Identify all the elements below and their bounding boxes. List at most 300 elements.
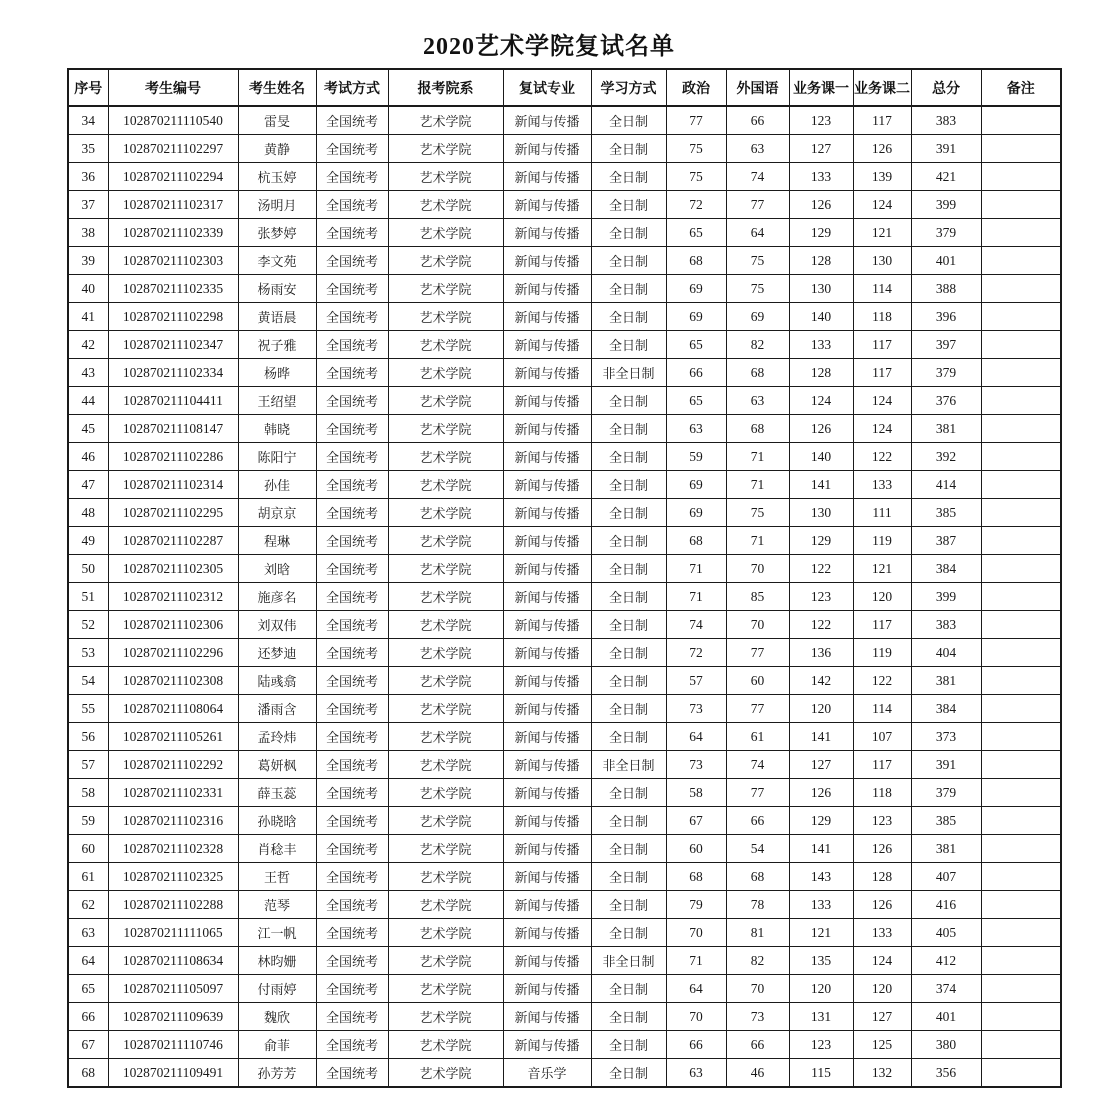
- cell-course-one: 133: [789, 891, 853, 919]
- cell-politics: 65: [666, 219, 726, 247]
- cell-index: 60: [68, 835, 108, 863]
- cell-course-one: 126: [789, 191, 853, 219]
- cell-politics: 68: [666, 863, 726, 891]
- cell-course-two: 111: [853, 499, 911, 527]
- cell-department: 艺术学院: [388, 891, 503, 919]
- table-row: [68, 751, 1061, 779]
- cell-department: 艺术学院: [388, 639, 503, 667]
- cell-exam-method: 全国统考: [316, 583, 388, 611]
- table-row: [68, 583, 1061, 611]
- cell-total-score: 381: [911, 667, 981, 695]
- cell-candidate-id: 102870211105097: [108, 975, 238, 1003]
- cell-politics: 68: [666, 247, 726, 275]
- cell-name: 孙佳: [238, 471, 316, 499]
- table-row: [68, 163, 1061, 191]
- cell-total-score: 356: [911, 1059, 981, 1088]
- cell-candidate-id: 102870211102305: [108, 555, 238, 583]
- cell-exam-method: 全国统考: [316, 639, 388, 667]
- cell-politics: 69: [666, 275, 726, 303]
- cell-department: 艺术学院: [388, 1003, 503, 1031]
- cell-exam-method: 全国统考: [316, 1031, 388, 1059]
- cell-total-score: 399: [911, 583, 981, 611]
- cell-total-score: 391: [911, 751, 981, 779]
- cell-exam-method: 全国统考: [316, 779, 388, 807]
- cell-course-two: 124: [853, 387, 911, 415]
- cell-exam-method: 全国统考: [316, 667, 388, 695]
- cell-foreign-language: 74: [726, 751, 789, 779]
- column-header-course-one: 业务课一: [789, 69, 853, 106]
- cell-politics: 65: [666, 331, 726, 359]
- column-header-remark: 备注: [981, 69, 1061, 106]
- table-row: [68, 359, 1061, 387]
- cell-remark: [981, 387, 1061, 415]
- cell-name: 胡京京: [238, 499, 316, 527]
- cell-total-score: 381: [911, 835, 981, 863]
- cell-total-score: 379: [911, 359, 981, 387]
- cell-exam-method: 全国统考: [316, 555, 388, 583]
- cell-study-mode: 全日制: [591, 247, 666, 275]
- cell-department: 艺术学院: [388, 863, 503, 891]
- cell-study-mode: 全日制: [591, 835, 666, 863]
- cell-retest-major: 音乐学: [503, 1059, 591, 1088]
- cell-politics: 75: [666, 135, 726, 163]
- cell-remark: [981, 555, 1061, 583]
- cell-candidate-id: 102870211108064: [108, 695, 238, 723]
- cell-politics: 70: [666, 919, 726, 947]
- cell-politics: 57: [666, 667, 726, 695]
- cell-remark: [981, 947, 1061, 975]
- cell-exam-method: 全国统考: [316, 499, 388, 527]
- cell-foreign-language: 82: [726, 947, 789, 975]
- cell-department: 艺术学院: [388, 219, 503, 247]
- cell-total-score: 391: [911, 135, 981, 163]
- column-header-department: 报考院系: [388, 69, 503, 106]
- cell-department: 艺术学院: [388, 555, 503, 583]
- cell-course-one: 141: [789, 835, 853, 863]
- cell-retest-major: 新闻与传播: [503, 359, 591, 387]
- cell-name: 杨雨安: [238, 275, 316, 303]
- cell-foreign-language: 75: [726, 247, 789, 275]
- cell-total-score: 380: [911, 1031, 981, 1059]
- cell-retest-major: 新闻与传播: [503, 639, 591, 667]
- cell-index: 41: [68, 303, 108, 331]
- cell-retest-major: 新闻与传播: [503, 947, 591, 975]
- cell-retest-major: 新闻与传播: [503, 835, 591, 863]
- cell-study-mode: 全日制: [591, 499, 666, 527]
- table-row: [68, 863, 1061, 891]
- table-row: [68, 695, 1061, 723]
- cell-remark: [981, 611, 1061, 639]
- cell-total-score: 416: [911, 891, 981, 919]
- cell-name: 王哲: [238, 863, 316, 891]
- cell-foreign-language: 66: [726, 1031, 789, 1059]
- cell-total-score: 385: [911, 499, 981, 527]
- cell-retest-major: 新闻与传播: [503, 106, 591, 135]
- cell-course-one: 131: [789, 1003, 853, 1031]
- cell-study-mode: 全日制: [591, 695, 666, 723]
- cell-candidate-id: 102870211109639: [108, 1003, 238, 1031]
- cell-study-mode: 全日制: [591, 863, 666, 891]
- cell-course-one: 122: [789, 611, 853, 639]
- cell-total-score: 404: [911, 639, 981, 667]
- cell-course-one: 129: [789, 807, 853, 835]
- cell-name: 韩晓: [238, 415, 316, 443]
- cell-exam-method: 全国统考: [316, 247, 388, 275]
- column-header-candidate-id: 考生编号: [108, 69, 238, 106]
- cell-study-mode: 全日制: [591, 723, 666, 751]
- cell-study-mode: 全日制: [591, 1003, 666, 1031]
- cell-course-one: 141: [789, 723, 853, 751]
- cell-candidate-id: 102870211109491: [108, 1059, 238, 1088]
- cell-index: 38: [68, 219, 108, 247]
- cell-department: 艺术学院: [388, 359, 503, 387]
- cell-exam-method: 全国统考: [316, 611, 388, 639]
- cell-total-score: 412: [911, 947, 981, 975]
- cell-remark: [981, 667, 1061, 695]
- cell-name: 江一帆: [238, 919, 316, 947]
- table-row: [68, 835, 1061, 863]
- cell-index: 43: [68, 359, 108, 387]
- cell-politics: 66: [666, 1031, 726, 1059]
- cell-name: 孙晓晗: [238, 807, 316, 835]
- cell-candidate-id: 102870211102287: [108, 527, 238, 555]
- cell-remark: [981, 499, 1061, 527]
- cell-course-two: 128: [853, 863, 911, 891]
- column-header-foreign-language: 外国语: [726, 69, 789, 106]
- cell-remark: [981, 891, 1061, 919]
- cell-remark: [981, 219, 1061, 247]
- cell-course-one: 129: [789, 219, 853, 247]
- cell-course-one: 135: [789, 947, 853, 975]
- cell-department: 艺术学院: [388, 751, 503, 779]
- cell-foreign-language: 66: [726, 106, 789, 135]
- cell-exam-method: 全国统考: [316, 695, 388, 723]
- cell-exam-method: 全国统考: [316, 947, 388, 975]
- cell-department: 艺术学院: [388, 303, 503, 331]
- cell-index: 68: [68, 1059, 108, 1088]
- cell-name: 李文苑: [238, 247, 316, 275]
- cell-remark: [981, 106, 1061, 135]
- cell-remark: [981, 303, 1061, 331]
- cell-foreign-language: 82: [726, 331, 789, 359]
- cell-index: 52: [68, 611, 108, 639]
- cell-department: 艺术学院: [388, 163, 503, 191]
- column-header-total-score: 总分: [911, 69, 981, 106]
- cell-exam-method: 全国统考: [316, 106, 388, 135]
- cell-exam-method: 全国统考: [316, 863, 388, 891]
- table-row: [68, 555, 1061, 583]
- cell-foreign-language: 70: [726, 555, 789, 583]
- cell-name: 陈阳宁: [238, 443, 316, 471]
- cell-name: 陆彧翕: [238, 667, 316, 695]
- cell-index: 56: [68, 723, 108, 751]
- cell-politics: 59: [666, 443, 726, 471]
- cell-total-score: 396: [911, 303, 981, 331]
- cell-index: 47: [68, 471, 108, 499]
- cell-foreign-language: 75: [726, 275, 789, 303]
- cell-course-one: 141: [789, 471, 853, 499]
- cell-index: 36: [68, 163, 108, 191]
- cell-course-one: 123: [789, 106, 853, 135]
- cell-course-one: 124: [789, 387, 853, 415]
- cell-exam-method: 全国统考: [316, 891, 388, 919]
- cell-name: 施彦名: [238, 583, 316, 611]
- table-row: [68, 891, 1061, 919]
- cell-name: 汤明月: [238, 191, 316, 219]
- cell-retest-major: 新闻与传播: [503, 583, 591, 611]
- cell-retest-major: 新闻与传播: [503, 555, 591, 583]
- cell-foreign-language: 74: [726, 163, 789, 191]
- cell-course-two: 119: [853, 639, 911, 667]
- cell-total-score: 379: [911, 779, 981, 807]
- table-row: [68, 975, 1061, 1003]
- cell-total-score: 401: [911, 1003, 981, 1031]
- cell-exam-method: 全国统考: [316, 723, 388, 751]
- cell-politics: 72: [666, 639, 726, 667]
- cell-course-two: 117: [853, 359, 911, 387]
- cell-study-mode: 全日制: [591, 191, 666, 219]
- cell-department: 艺术学院: [388, 1031, 503, 1059]
- cell-politics: 71: [666, 947, 726, 975]
- cell-politics: 71: [666, 583, 726, 611]
- cell-foreign-language: 61: [726, 723, 789, 751]
- cell-retest-major: 新闻与传播: [503, 135, 591, 163]
- cell-index: 37: [68, 191, 108, 219]
- cell-total-score: 384: [911, 555, 981, 583]
- cell-course-two: 124: [853, 947, 911, 975]
- cell-candidate-id: 102870211102295: [108, 499, 238, 527]
- cell-study-mode: 非全日制: [591, 751, 666, 779]
- cell-remark: [981, 1031, 1061, 1059]
- cell-retest-major: 新闻与传播: [503, 807, 591, 835]
- cell-name: 王绍望: [238, 387, 316, 415]
- table-row: [68, 135, 1061, 163]
- cell-foreign-language: 77: [726, 191, 789, 219]
- cell-politics: 63: [666, 1059, 726, 1088]
- table-row: [68, 1003, 1061, 1031]
- table-row: [68, 947, 1061, 975]
- cell-index: 59: [68, 807, 108, 835]
- cell-study-mode: 全日制: [591, 331, 666, 359]
- table-row: [68, 387, 1061, 415]
- cell-total-score: 385: [911, 807, 981, 835]
- column-header-name: 考生姓名: [238, 69, 316, 106]
- cell-index: 48: [68, 499, 108, 527]
- cell-index: 67: [68, 1031, 108, 1059]
- cell-candidate-id: 102870211102306: [108, 611, 238, 639]
- cell-course-one: 133: [789, 163, 853, 191]
- cell-foreign-language: 66: [726, 807, 789, 835]
- cell-total-score: 414: [911, 471, 981, 499]
- cell-study-mode: 全日制: [591, 471, 666, 499]
- cell-course-one: 140: [789, 443, 853, 471]
- table-row: [68, 471, 1061, 499]
- cell-total-score: 384: [911, 695, 981, 723]
- cell-department: 艺术学院: [388, 499, 503, 527]
- cell-name: 林昀姗: [238, 947, 316, 975]
- cell-department: 艺术学院: [388, 135, 503, 163]
- table-row: [68, 331, 1061, 359]
- cell-total-score: 376: [911, 387, 981, 415]
- cell-total-score: 392: [911, 443, 981, 471]
- cell-politics: 64: [666, 975, 726, 1003]
- cell-department: 艺术学院: [388, 583, 503, 611]
- table-row: [68, 611, 1061, 639]
- cell-remark: [981, 695, 1061, 723]
- cell-course-two: 117: [853, 106, 911, 135]
- cell-exam-method: 全国统考: [316, 975, 388, 1003]
- cell-name: 魏欣: [238, 1003, 316, 1031]
- cell-foreign-language: 77: [726, 695, 789, 723]
- cell-candidate-id: 102870211102292: [108, 751, 238, 779]
- cell-candidate-id: 102870211102339: [108, 219, 238, 247]
- cell-total-score: 401: [911, 247, 981, 275]
- cell-foreign-language: 60: [726, 667, 789, 695]
- table-header-row: [68, 69, 1061, 106]
- cell-candidate-id: 102870211102308: [108, 667, 238, 695]
- cell-politics: 70: [666, 1003, 726, 1031]
- cell-index: 62: [68, 891, 108, 919]
- cell-retest-major: 新闻与传播: [503, 471, 591, 499]
- cell-study-mode: 全日制: [591, 527, 666, 555]
- table-row: [68, 723, 1061, 751]
- cell-course-two: 107: [853, 723, 911, 751]
- cell-foreign-language: 68: [726, 359, 789, 387]
- table-row: [68, 443, 1061, 471]
- cell-politics: 79: [666, 891, 726, 919]
- cell-study-mode: 全日制: [591, 807, 666, 835]
- cell-total-score: 407: [911, 863, 981, 891]
- cell-course-two: 123: [853, 807, 911, 835]
- cell-politics: 73: [666, 751, 726, 779]
- cell-exam-method: 全国统考: [316, 387, 388, 415]
- table-row: [68, 303, 1061, 331]
- cell-politics: 66: [666, 359, 726, 387]
- cell-politics: 74: [666, 611, 726, 639]
- cell-course-one: 136: [789, 639, 853, 667]
- cell-department: 艺术学院: [388, 947, 503, 975]
- table-row: [68, 919, 1061, 947]
- cell-study-mode: 全日制: [591, 443, 666, 471]
- cell-course-two: 120: [853, 975, 911, 1003]
- table-row: [68, 1059, 1061, 1088]
- cell-foreign-language: 75: [726, 499, 789, 527]
- cell-exam-method: 全国统考: [316, 303, 388, 331]
- cell-candidate-id: 102870211102312: [108, 583, 238, 611]
- cell-candidate-id: 102870211110540: [108, 106, 238, 135]
- cell-course-one: 140: [789, 303, 853, 331]
- cell-politics: 73: [666, 695, 726, 723]
- column-header-retest-major: 复试专业: [503, 69, 591, 106]
- cell-course-one: 115: [789, 1059, 853, 1088]
- cell-course-one: 127: [789, 135, 853, 163]
- cell-study-mode: 全日制: [591, 1059, 666, 1088]
- cell-course-two: 125: [853, 1031, 911, 1059]
- cell-course-two: 126: [853, 835, 911, 863]
- cell-politics: 58: [666, 779, 726, 807]
- cell-study-mode: 全日制: [591, 387, 666, 415]
- cell-course-two: 127: [853, 1003, 911, 1031]
- cell-department: 艺术学院: [388, 106, 503, 135]
- cell-course-two: 120: [853, 583, 911, 611]
- cell-candidate-id: 102870211105261: [108, 723, 238, 751]
- cell-index: 42: [68, 331, 108, 359]
- cell-index: 40: [68, 275, 108, 303]
- cell-course-two: 119: [853, 527, 911, 555]
- cell-retest-major: 新闻与传播: [503, 275, 591, 303]
- cell-study-mode: 全日制: [591, 779, 666, 807]
- cell-index: 55: [68, 695, 108, 723]
- cell-retest-major: 新闻与传播: [503, 191, 591, 219]
- cell-name: 薛玉蕊: [238, 779, 316, 807]
- cell-retest-major: 新闻与传播: [503, 1003, 591, 1031]
- cell-remark: [981, 1003, 1061, 1031]
- cell-exam-method: 全国统考: [316, 1003, 388, 1031]
- cell-politics: 65: [666, 387, 726, 415]
- cell-exam-method: 全国统考: [316, 415, 388, 443]
- cell-department: 艺术学院: [388, 1059, 503, 1088]
- cell-course-one: 121: [789, 919, 853, 947]
- cell-foreign-language: 63: [726, 387, 789, 415]
- cell-department: 艺术学院: [388, 723, 503, 751]
- cell-retest-major: 新闻与传播: [503, 387, 591, 415]
- cell-course-two: 124: [853, 191, 911, 219]
- cell-course-one: 123: [789, 583, 853, 611]
- cell-course-two: 121: [853, 219, 911, 247]
- cell-foreign-language: 71: [726, 443, 789, 471]
- cell-foreign-language: 68: [726, 415, 789, 443]
- cell-course-two: 132: [853, 1059, 911, 1088]
- cell-candidate-id: 102870211102325: [108, 863, 238, 891]
- column-header-index: 序号: [68, 69, 108, 106]
- cell-course-two: 117: [853, 331, 911, 359]
- cell-politics: 63: [666, 415, 726, 443]
- cell-retest-major: 新闻与传播: [503, 303, 591, 331]
- cell-course-one: 126: [789, 779, 853, 807]
- cell-study-mode: 全日制: [591, 219, 666, 247]
- cell-exam-method: 全国统考: [316, 443, 388, 471]
- cell-foreign-language: 64: [726, 219, 789, 247]
- cell-name: 俞菲: [238, 1031, 316, 1059]
- cell-study-mode: 全日制: [591, 919, 666, 947]
- cell-candidate-id: 102870211110746: [108, 1031, 238, 1059]
- cell-course-one: 120: [789, 695, 853, 723]
- cell-department: 艺术学院: [388, 807, 503, 835]
- cell-department: 艺术学院: [388, 919, 503, 947]
- cell-politics: 60: [666, 835, 726, 863]
- cell-course-one: 133: [789, 331, 853, 359]
- cell-total-score: 421: [911, 163, 981, 191]
- cell-study-mode: 非全日制: [591, 359, 666, 387]
- cell-total-score: 383: [911, 611, 981, 639]
- cell-retest-major: 新闻与传播: [503, 975, 591, 1003]
- cell-index: 64: [68, 947, 108, 975]
- cell-remark: [981, 275, 1061, 303]
- cell-name: 程琳: [238, 527, 316, 555]
- cell-foreign-language: 68: [726, 863, 789, 891]
- cell-course-one: 128: [789, 247, 853, 275]
- cell-course-two: 121: [853, 555, 911, 583]
- column-header-course-two: 业务课二: [853, 69, 911, 106]
- cell-course-two: 130: [853, 247, 911, 275]
- table-row: [68, 527, 1061, 555]
- cell-course-one: 120: [789, 975, 853, 1003]
- cell-candidate-id: 102870211111065: [108, 919, 238, 947]
- cell-index: 34: [68, 106, 108, 135]
- cell-course-one: 128: [789, 359, 853, 387]
- cell-index: 54: [68, 667, 108, 695]
- cell-exam-method: 全国统考: [316, 135, 388, 163]
